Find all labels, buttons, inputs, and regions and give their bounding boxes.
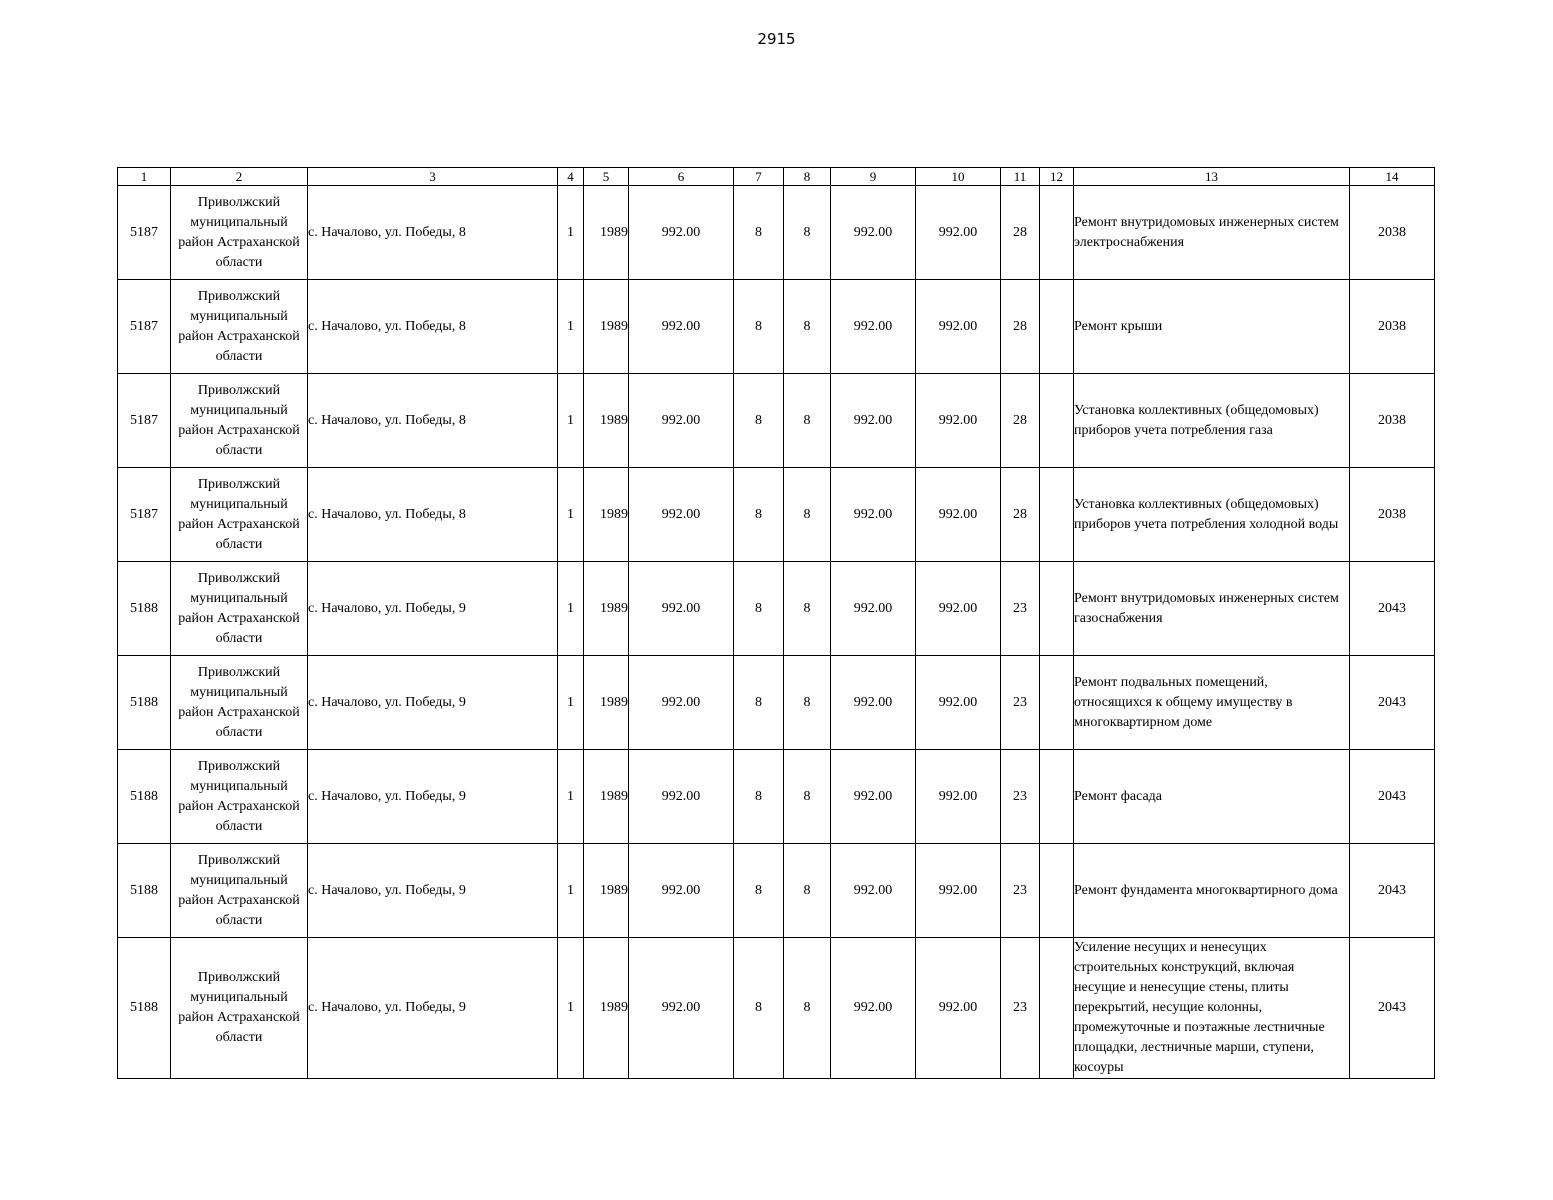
district-cell: Приволжский муниципальный район Астраханской области [171,844,308,938]
col7-cell: 8 [734,186,784,280]
work-type-cell: Ремонт внутридомовых инженерных систем газоснабжения [1074,562,1350,656]
district-cell: Приволжский муниципальный район Астраханской области [171,562,308,656]
col8-cell: 8 [784,468,831,562]
col9-cell: 992.00 [831,656,916,750]
col12-cell [1040,186,1074,280]
district-cell: Приволжский муниципальный район Астраханской области [171,186,308,280]
row-id-cell: 5187 [118,280,171,374]
district-cell: Приволжский муниципальный район Астраханской области [171,280,308,374]
col14-cell: 2043 [1350,562,1435,656]
col14-cell: 2043 [1350,656,1435,750]
row-id-cell: 5188 [118,750,171,844]
col6-cell: 992.00 [629,280,734,374]
address-cell: с. Началово, ул. Победы, 9 [308,750,558,844]
col8-cell: 8 [784,656,831,750]
col14-cell: 2043 [1350,938,1435,1079]
col9-cell: 992.00 [831,186,916,280]
col11-cell: 23 [1001,750,1040,844]
col11-cell: 28 [1001,468,1040,562]
col4-cell: 1 [558,374,584,468]
column-header: 1 [118,168,171,186]
column-header: 9 [831,168,916,186]
col14-cell: 2038 [1350,468,1435,562]
col12-cell [1040,750,1074,844]
column-header: 13 [1074,168,1350,186]
column-header: 5 [584,168,629,186]
address-cell: с. Началово, ул. Победы, 9 [308,656,558,750]
col4-cell: 1 [558,280,584,374]
col12-cell [1040,938,1074,1079]
column-header: 11 [1001,168,1040,186]
col11-cell: 23 [1001,844,1040,938]
col10-cell: 992.00 [916,374,1001,468]
col12-cell [1040,374,1074,468]
year-cell: 1989 [584,468,629,562]
col12-cell [1040,562,1074,656]
col8-cell: 8 [784,844,831,938]
col10-cell: 992.00 [916,186,1001,280]
table-row [118,468,1435,562]
year-cell: 1989 [584,844,629,938]
col6-cell: 992.00 [629,186,734,280]
row-id-cell: 5188 [118,656,171,750]
table-row [118,186,1435,280]
district-cell: Приволжский муниципальный район Астраханской области [171,656,308,750]
col11-cell: 28 [1001,280,1040,374]
column-header: 4 [558,168,584,186]
col8-cell: 8 [784,280,831,374]
col11-cell: 28 [1001,186,1040,280]
col12-cell [1040,656,1074,750]
row-id-cell: 5187 [118,186,171,280]
work-type-cell: Ремонт фасада [1074,750,1350,844]
col8-cell: 8 [784,938,831,1079]
district-cell: Приволжский муниципальный район Астраханской области [171,750,308,844]
year-cell: 1989 [584,374,629,468]
column-header: 12 [1040,168,1074,186]
district-cell: Приволжский муниципальный район Астраханской области [171,938,308,1079]
col11-cell: 23 [1001,562,1040,656]
col14-cell: 2038 [1350,374,1435,468]
col8-cell: 8 [784,562,831,656]
table-row [118,656,1435,750]
col9-cell: 992.00 [831,280,916,374]
col7-cell: 8 [734,468,784,562]
work-type-cell: Усиление несущих и ненесущих строительных конструкций, включая несущие и ненесущие стены, плиты перекрытий, несущие колонны, промежуточные и поэтажные лестничные площадки, лестничные марши, ступени, косоуры [1074,938,1350,1079]
table-row [118,374,1435,468]
col12-cell [1040,468,1074,562]
address-cell: с. Началово, ул. Победы, 8 [308,186,558,280]
col14-cell: 2038 [1350,186,1435,280]
col4-cell: 1 [558,750,584,844]
column-header: 6 [629,168,734,186]
col6-cell: 992.00 [629,562,734,656]
col4-cell: 1 [558,656,584,750]
year-cell: 1989 [584,938,629,1079]
col7-cell: 8 [734,280,784,374]
row-id-cell: 5187 [118,468,171,562]
col14-cell: 2043 [1350,750,1435,844]
col4-cell: 1 [558,938,584,1079]
col14-cell: 2038 [1350,280,1435,374]
col6-cell: 992.00 [629,750,734,844]
col9-cell: 992.00 [831,562,916,656]
row-id-cell: 5188 [118,562,171,656]
col4-cell: 1 [558,562,584,656]
col9-cell: 992.00 [831,938,916,1079]
table-row [118,750,1435,844]
address-cell: с. Началово, ул. Победы, 9 [308,938,558,1079]
col6-cell: 992.00 [629,468,734,562]
col6-cell: 992.00 [629,374,734,468]
table-row [118,280,1435,374]
col12-cell [1040,844,1074,938]
col7-cell: 8 [734,844,784,938]
year-cell: 1989 [584,750,629,844]
col11-cell: 23 [1001,938,1040,1079]
district-cell: Приволжский муниципальный район Астраханской области [171,468,308,562]
table-row [118,938,1435,1079]
address-cell: с. Началово, ул. Победы, 9 [308,562,558,656]
col11-cell: 28 [1001,374,1040,468]
row-id-cell: 5187 [118,374,171,468]
col8-cell: 8 [784,186,831,280]
year-cell: 1989 [584,186,629,280]
col8-cell: 8 [784,374,831,468]
table-row [118,844,1435,938]
column-header: 2 [171,168,308,186]
col11-cell: 23 [1001,656,1040,750]
col10-cell: 992.00 [916,280,1001,374]
col14-cell: 2043 [1350,844,1435,938]
col10-cell: 992.00 [916,468,1001,562]
col7-cell: 8 [734,750,784,844]
row-id-cell: 5188 [118,844,171,938]
col7-cell: 8 [734,374,784,468]
col9-cell: 992.00 [831,468,916,562]
work-type-cell: Установка коллективных (общедомовых) приборов учета потребления холодной воды [1074,468,1350,562]
col8-cell: 8 [784,750,831,844]
work-type-cell: Ремонт внутридомовых инженерных систем электроснабжения [1074,186,1350,280]
col9-cell: 992.00 [831,374,916,468]
column-number-header-row [118,168,1435,186]
col6-cell: 992.00 [629,938,734,1079]
col10-cell: 992.00 [916,656,1001,750]
column-header: 3 [308,168,558,186]
page-number: 2915 [757,30,796,48]
col9-cell: 992.00 [831,844,916,938]
col7-cell: 8 [734,938,784,1079]
column-header: 7 [734,168,784,186]
work-type-cell: Ремонт крыши [1074,280,1350,374]
register-table [117,167,1435,1079]
column-header: 14 [1350,168,1435,186]
address-cell: с. Началово, ул. Победы, 8 [308,374,558,468]
address-cell: с. Началово, ул. Победы, 9 [308,844,558,938]
col4-cell: 1 [558,186,584,280]
work-type-cell: Установка коллективных (общедомовых) приборов учета потребления газа [1074,374,1350,468]
year-cell: 1989 [584,280,629,374]
year-cell: 1989 [584,562,629,656]
col9-cell: 992.00 [831,750,916,844]
work-type-cell: Ремонт фундамента многоквартирного дома [1074,844,1350,938]
col12-cell [1040,280,1074,374]
col10-cell: 992.00 [916,750,1001,844]
column-header: 10 [916,168,1001,186]
col10-cell: 992.00 [916,938,1001,1079]
col7-cell: 8 [734,656,784,750]
col6-cell: 992.00 [629,844,734,938]
col4-cell: 1 [558,468,584,562]
district-cell: Приволжский муниципальный район Астраханской области [171,374,308,468]
work-type-cell: Ремонт подвальных помещений, относящихся к общему имуществу в многоквартирном доме [1074,656,1350,750]
col7-cell: 8 [734,562,784,656]
row-id-cell: 5188 [118,938,171,1079]
table-row [118,562,1435,656]
column-header: 8 [784,168,831,186]
col6-cell: 992.00 [629,656,734,750]
address-cell: с. Началово, ул. Победы, 8 [308,280,558,374]
col10-cell: 992.00 [916,562,1001,656]
col10-cell: 992.00 [916,844,1001,938]
col4-cell: 1 [558,844,584,938]
address-cell: с. Началово, ул. Победы, 8 [308,468,558,562]
year-cell: 1989 [584,656,629,750]
